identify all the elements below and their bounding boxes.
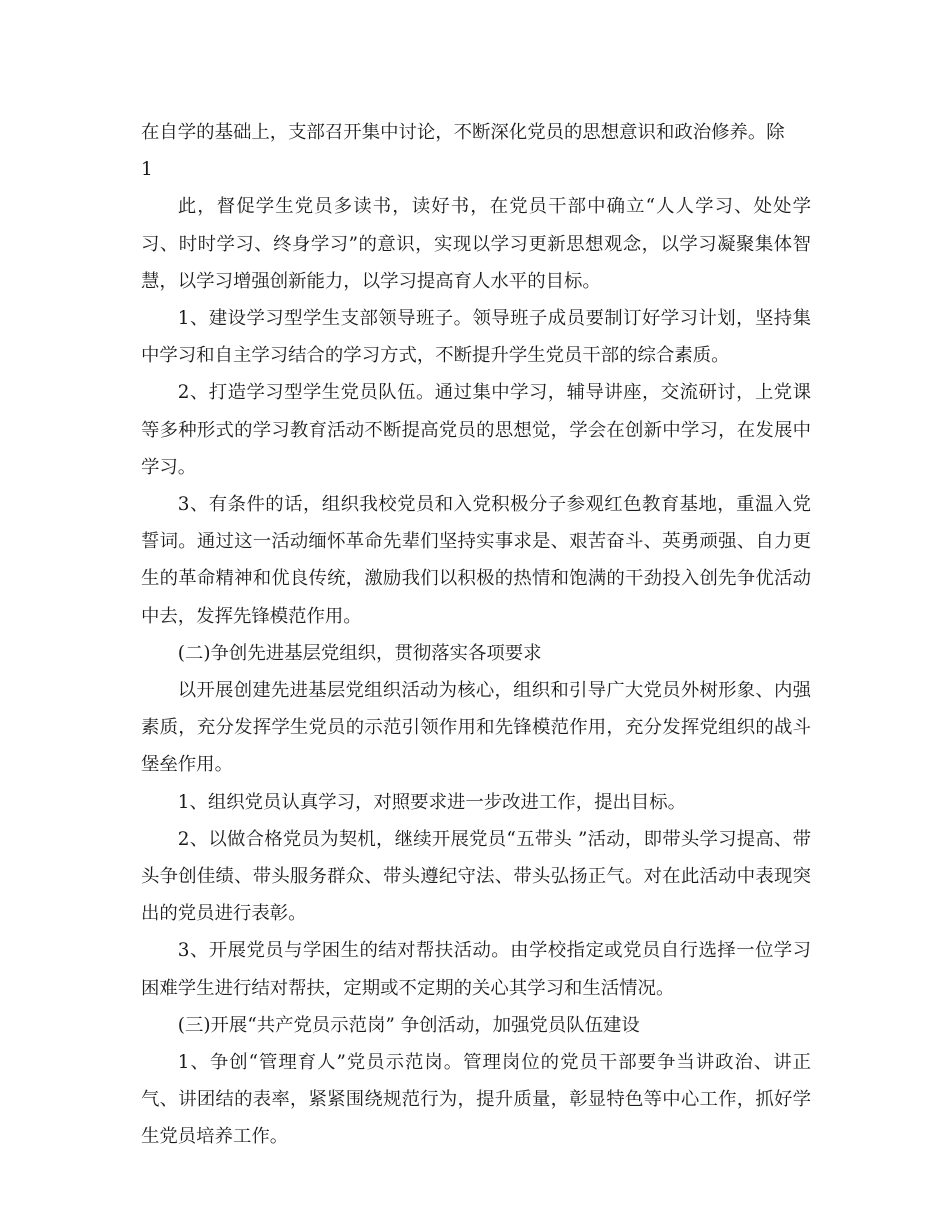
list-item: 3、开展党员与学困生的结对帮扶活动。由学校指定或党员自行选择一位学习困难学生进行结对帮扶，定期或不定期的关心其学习和生活情况。 [141, 940, 811, 999]
list-item: 2、以做合格党员为契机，继续开展党员“五带头 ”活动，即带头学习提高、带头争创佳绩、带头服务群众、带头遵纪守法、带头弘扬正气。对在此活动中表现突出的党员进行表彰。 [141, 828, 811, 925]
paragraph: 在自学的基础上，支部召开集中讨论，不断深化党员的思想意识和政治修养。除 [141, 122, 785, 143]
list-item: 1、组织党员认真学习，对照要求进一步改进工作，提出目标。 [177, 791, 687, 813]
paragraph: 此，督促学生党员多读书，读好书，在党员干部中确立“人人学习、处处学习、时时学习、终身学习”的意识，实现以学习更新思想观念，以学习凝聚集体智慧，以学习增强创新能力，以学习提高育人水平的目标。 [141, 196, 811, 292]
list-item: 2、打造学习型学生党员队伍。通过集中学习，辅导讲座，交流研讨，上党课等多种形式的学习教育活动不断提高党员的思想觉，学会在创新中学习，在发展中学习。 [141, 382, 811, 478]
section-heading: (二)争创先进基层党组织，贯彻落实各项要求 [177, 642, 542, 664]
list-item: 1、建设学习型学生支部领导班子。领导班子成员要制订好学习计划，坚持集中学习和自主学习结合的学习方式，不断提升学生党员干部的综合素质。 [141, 308, 811, 367]
list-item: 3、有条件的话，组织我校党员和入党积极分子参观红色教育基地，重温入党誓词。通过这一活动缅怀革命先辈们坚持实事求是、艰苦奋斗、英勇顽强、自力更生的革命精神和优良传统，激励我们以积极的热情和饱满的干劲投入创先争优活动中去，发挥先锋模范作用。 [141, 494, 811, 627]
paragraph: 以开展创建先进基层党组织活动为核心，组织和引导广大党员外树形象、内强素质，充分发挥学生党员的示范引领作用和先锋模范作用，充分发挥党组织的战斗堡垒作用。 [141, 680, 811, 776]
list-item: 1、争创“管理育人”党员示范岗。管理岗位的党员干部要争当讲政治、讲正气、讲团结的表率，紧紧围绕规范行为，提升质量，彰显特色等中心工作，抓好学生党员培养工作。 [141, 1052, 811, 1148]
page-number: 1 [141, 159, 153, 181]
document-body [141, 114, 811, 1156]
section-heading: (三)开展“共产党员示范岗” 争创活动，加强党员队伍建设 [177, 1014, 640, 1036]
